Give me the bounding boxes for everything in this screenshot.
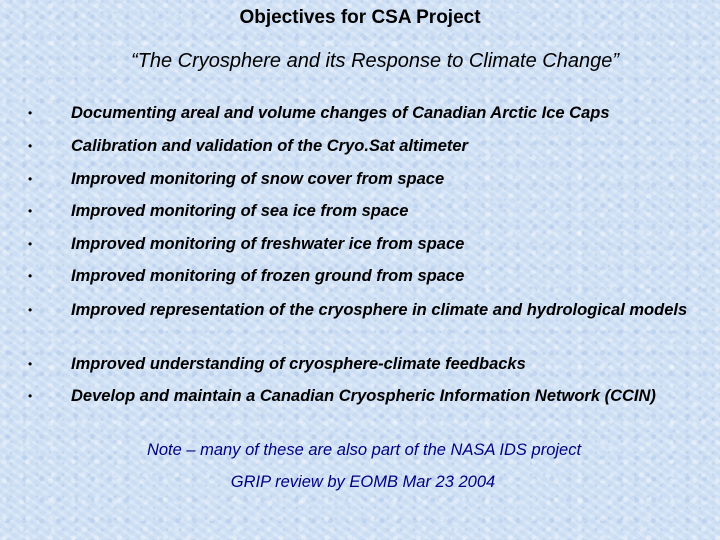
list-item-text: Documenting areal and volume changes of Canadian Arctic Ice Caps — [71, 104, 610, 122]
bullet-icon: • — [28, 269, 33, 283]
list-item-text: Improved representation of the cryosphere in climate and hydrological models — [71, 301, 688, 319]
list-item — [28, 201, 688, 222]
list-item-text: Calibration and validation of the Cryo.Sat altimeter — [71, 137, 468, 155]
list-item — [28, 103, 688, 124]
list-item — [28, 234, 688, 255]
bullet-icon: • — [28, 237, 33, 251]
list-item — [28, 266, 688, 287]
list-item — [28, 354, 688, 375]
list-item-text: Improved monitoring of snow cover from space — [71, 170, 445, 188]
slide-title: Objectives for CSA Project — [239, 7, 481, 28]
footer-text: GRIP review by EOMB Mar 23 2004 — [230, 473, 496, 491]
list-item-text: Develop and maintain a Canadian Cryospheric Information Network (CCIN) — [71, 387, 656, 405]
list-item — [28, 136, 688, 157]
bullet-icon: • — [28, 106, 33, 120]
list-item-text: Improved monitoring of sea ice from space — [71, 202, 409, 220]
slide-subtitle: “The Cryosphere and its Response to Climate Change” — [130, 50, 620, 72]
list-item — [28, 386, 688, 407]
list-item-text: Improved monitoring of freshwater ice from space — [71, 235, 465, 253]
bullet-icon: • — [28, 204, 33, 218]
list-item-text: Improved understanding of cryosphere-climate feedbacks — [71, 355, 526, 373]
note-text: Note – many of these are also part of the NASA IDS project — [146, 441, 582, 459]
bullet-icon: • — [28, 389, 33, 403]
list-item — [28, 300, 688, 321]
bullet-icon: • — [28, 357, 33, 371]
bullet-icon: • — [28, 139, 33, 153]
bullet-icon: • — [28, 172, 33, 186]
list-item — [28, 169, 688, 190]
bullet-icon: • — [28, 303, 33, 317]
list-item-text: Improved monitoring of frozen ground from space — [71, 267, 465, 285]
